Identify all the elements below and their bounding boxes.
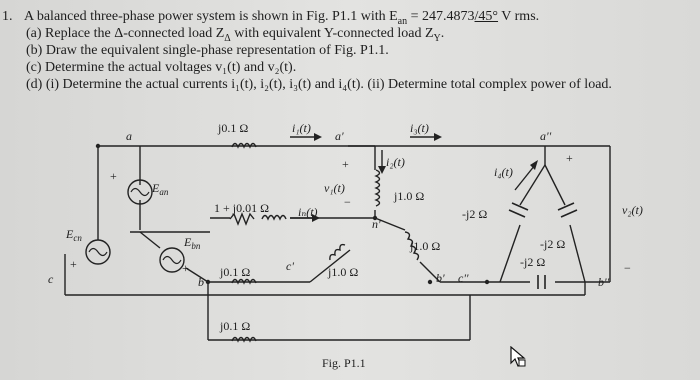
wires bbox=[65, 146, 610, 340]
plus-ebn: + bbox=[182, 261, 189, 275]
part-a-sub2: Y bbox=[433, 32, 441, 44]
part-a-sub: Δ bbox=[224, 32, 231, 44]
z-line-c-label: j0.1 Ω bbox=[220, 319, 251, 333]
z-line-a-label: j0.1 Ω bbox=[218, 121, 249, 135]
plus-v2: + bbox=[566, 151, 573, 165]
in-label: iₙ(t) bbox=[298, 205, 318, 219]
part-a-text: (a) Replace the Δ-connected load Z bbox=[26, 26, 225, 41]
plus-v1: + bbox=[342, 157, 349, 171]
node-c-dprime-label: c'' bbox=[458, 271, 469, 285]
part-a-end: . bbox=[440, 26, 445, 41]
node-c-label: c bbox=[48, 272, 54, 286]
part-d: (d) (i) Determine the actual currents i₁(t), i₂(t), i₃(t) and i₄(t). (ii) Determine total complex power of load. bbox=[26, 77, 612, 92]
node-b-label: b bbox=[198, 275, 204, 289]
capacitor-d2-icon bbox=[558, 203, 577, 217]
plus-ecn: + bbox=[70, 257, 77, 271]
intro-eq: = 247.4873 bbox=[407, 9, 475, 24]
minus-v2: − bbox=[624, 261, 631, 275]
z-neutral-label: 1 + j0.01 Ω bbox=[214, 201, 270, 215]
inductor-neutral-icon bbox=[262, 216, 286, 220]
z-d3-label: -j2 Ω bbox=[520, 255, 546, 269]
node-a-dprime-label: a'' bbox=[540, 129, 552, 143]
node-a-label: a bbox=[126, 129, 132, 143]
z-y1-label: j1.0 Ω bbox=[394, 189, 425, 203]
part-c: (c) Determine the actual voltages v₁(t) and v₂(t). bbox=[26, 60, 297, 75]
intro-sub: an bbox=[397, 15, 408, 27]
z-y2-label: j1.0 Ω bbox=[410, 239, 441, 253]
z-line-b-label: j0.1 Ω bbox=[220, 265, 251, 279]
plus-ean: + bbox=[110, 169, 117, 183]
i2-label: i₂(t) bbox=[386, 155, 405, 169]
v1-label: v₁(t) bbox=[324, 181, 345, 195]
e-an-label: $E_{an}$ bbox=[152, 181, 169, 197]
mouse-cursor-icon bbox=[510, 346, 526, 368]
intro-unit: V rms. bbox=[498, 9, 540, 24]
part-b: (b) Draw the equivalent single-phase representation of Fig. P1.1. bbox=[26, 43, 389, 58]
i3-label: i₃(t) bbox=[410, 121, 429, 135]
intro-angle: /45° bbox=[474, 9, 499, 24]
part-a-mid: with equivalent Y-connected load Z bbox=[230, 26, 434, 41]
i1-label: i₁(t) bbox=[292, 121, 311, 135]
node-a-prime-label: a' bbox=[335, 129, 344, 143]
node-b-dprime-label: b'' bbox=[598, 275, 610, 289]
intro-text: A balanced three-phase power system is shown in Fig. P1.1 with E bbox=[24, 9, 398, 24]
v2-label: v₂(t) bbox=[622, 203, 643, 217]
minus-v1: − bbox=[344, 195, 351, 209]
e-bn-label: $E_{bn}$ bbox=[184, 235, 201, 251]
node-b-prime-label: b' bbox=[436, 271, 445, 285]
figure-caption: Fig. P1.1 bbox=[322, 356, 366, 370]
node-n-prime-label: n' bbox=[372, 217, 381, 231]
problem-number: 1. bbox=[2, 9, 13, 24]
i4-label: i₄(t) bbox=[494, 165, 513, 179]
inductor-y1-icon bbox=[376, 170, 380, 206]
inductor-y3-icon bbox=[330, 245, 345, 260]
resistor-neutral-icon bbox=[230, 214, 254, 224]
capacitor-d3-icon bbox=[538, 275, 545, 289]
node-c-prime-label: c' bbox=[286, 259, 294, 273]
z-d1-label: -j2 Ω bbox=[462, 207, 488, 221]
z-y3-label: j1.0 Ω bbox=[328, 265, 359, 279]
capacitor-d1-icon bbox=[509, 203, 528, 217]
e-cn-label: $E_{cn}$ bbox=[66, 227, 82, 243]
z-d2-label: -j2 Ω bbox=[540, 237, 566, 251]
